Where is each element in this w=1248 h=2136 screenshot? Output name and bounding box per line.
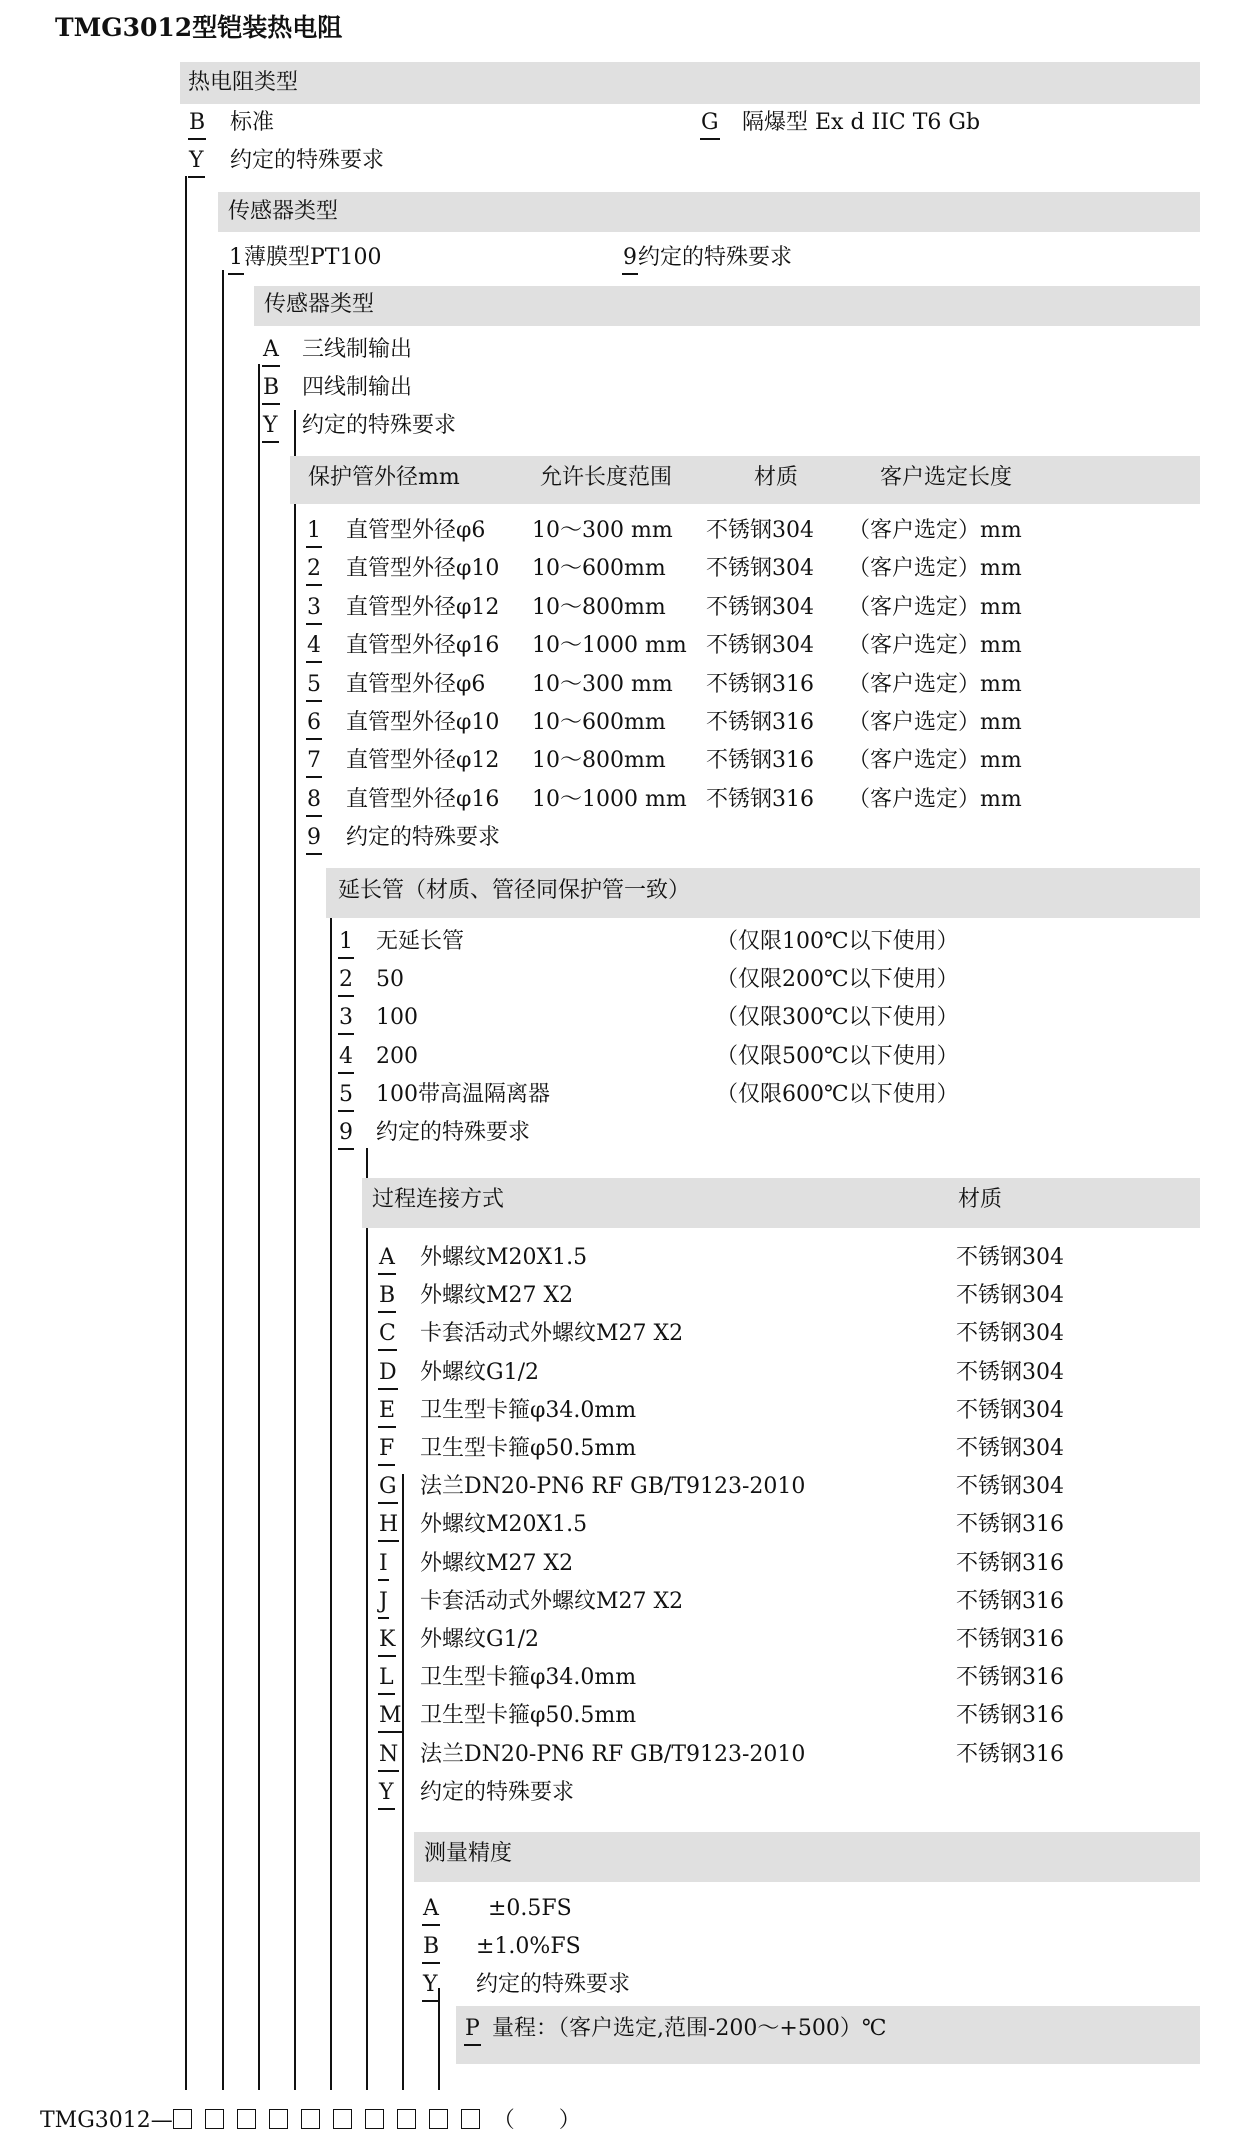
sensor-type-header: 传感器类型: [228, 199, 339, 224]
process-connection-header: 过程连接方式: [372, 1187, 505, 1212]
connection-label: 外螺纹M20X1.5: [420, 1512, 588, 1538]
option-label: 约定的特殊要求: [476, 1972, 631, 1997]
connection-label: 外螺纹G1/2: [420, 1359, 539, 1385]
option-label: 约定的特殊要求: [230, 148, 385, 173]
tube-material: 不锈钢316: [706, 748, 814, 774]
page-title: TMG3012型铠装热电阻: [55, 13, 343, 42]
tube-range: 10～300 mm: [532, 518, 673, 543]
code-letter: E: [378, 1396, 396, 1428]
tube-material: 不锈钢304: [706, 594, 814, 620]
tube-material: 不锈钢304: [706, 556, 814, 582]
code-letter: A: [378, 1243, 396, 1275]
option-label: 约定的特殊要求: [376, 1120, 531, 1145]
code-letter: G: [700, 108, 720, 140]
option-label: 三线制输出: [302, 337, 413, 362]
tube-diameter: 直管型外径φ10: [346, 710, 500, 735]
code-letter: B: [422, 1932, 440, 1964]
code-letter: D: [378, 1358, 398, 1390]
connection-label: 法兰DN20-PN6 RF GB/T9123-2010: [420, 1474, 806, 1500]
connection-label: 外螺纹M27 X2: [420, 1283, 574, 1309]
option-label: 约定的特殊要求: [346, 825, 501, 850]
code-letter: Y: [262, 411, 279, 443]
code-box: [429, 2109, 448, 2129]
code-letter: P: [464, 2014, 481, 2046]
code-letter: 8: [306, 785, 322, 817]
code-letter: G: [378, 1472, 398, 1504]
code-letter: B: [188, 108, 206, 140]
connection-material: 不锈钢304: [956, 1436, 1064, 1461]
column-header: 允许长度范围: [540, 465, 673, 490]
tube-material: 不锈钢316: [706, 671, 814, 697]
extension-label: 100带高温隔离器: [376, 1081, 550, 1107]
code-letter: 1: [228, 243, 244, 275]
code-letter: H: [378, 1510, 399, 1542]
tube-range: 10～800mm: [532, 594, 666, 620]
code-letter: I: [378, 1549, 389, 1581]
tube-range: 10～1000 mm: [532, 633, 687, 659]
code-letter: 4: [306, 631, 322, 663]
option-label: ±0.5FS: [488, 1896, 572, 1921]
tube-diameter: 直管型外径φ6: [346, 671, 486, 697]
bracket-line: [294, 410, 296, 2090]
connection-label: 外螺纹G1/2: [420, 1627, 539, 1652]
code-box: [301, 2109, 320, 2129]
tube-material: 不锈钢316: [706, 786, 814, 812]
tube-length: （客户选定）mm: [848, 710, 1022, 735]
tube-material: 不锈钢304: [706, 518, 814, 543]
code-box: [461, 2109, 480, 2129]
rtd-type-header: 热电阻类型: [188, 70, 299, 95]
code-letter: Y: [378, 1778, 395, 1810]
bracket-line: [330, 870, 332, 2090]
bracket-line: [438, 1988, 440, 2090]
option-label: 四线制输出: [302, 375, 413, 400]
code-letter: 9: [622, 243, 638, 275]
code-letter: 5: [338, 1080, 354, 1112]
tube-length: （客户选定）mm: [848, 633, 1022, 659]
connection-label: 外螺纹M20X1.5: [420, 1245, 588, 1270]
connection-material: 不锈钢304: [956, 1474, 1064, 1500]
code-letter: 5: [306, 670, 322, 702]
code-box: [269, 2109, 288, 2129]
connection-label: 卫生型卡箍φ50.5mm: [420, 1436, 637, 1461]
tube-length: （客户选定）mm: [848, 748, 1022, 774]
tube-diameter: 直管型外径φ16: [346, 786, 500, 812]
bracket-line: [402, 1474, 404, 2090]
code-letter: 1: [338, 927, 354, 959]
code-letter: C: [378, 1319, 397, 1351]
code-letter: F: [378, 1434, 395, 1466]
connection-label: 卡套活动式外螺纹M27 X2: [420, 1588, 684, 1614]
model-code: [40, 2106, 581, 2136]
connection-material: 不锈钢316: [956, 1588, 1064, 1614]
extension-note: （仅限100℃以下使用）: [716, 929, 959, 954]
tube-diameter: 直管型外径φ10: [346, 556, 500, 582]
option-label: ±1.0%FS: [476, 1934, 581, 1959]
material-header: 材质: [958, 1187, 1003, 1212]
tube-material: 不锈钢316: [706, 710, 814, 735]
accuracy-header: 测量精度: [424, 1841, 513, 1866]
tube-diameter: 直管型外径φ12: [346, 748, 500, 774]
code-letter: M: [378, 1701, 403, 1733]
tube-length: （客户选定）mm: [848, 518, 1022, 543]
option-label: 约定的特殊要求: [420, 1780, 575, 1805]
tube-length: （客户选定）mm: [848, 556, 1022, 582]
code-box: [333, 2109, 352, 2129]
tube-length: （客户选定）mm: [848, 594, 1022, 620]
code-box: [205, 2109, 224, 2129]
code-letter: 2: [338, 965, 354, 997]
connection-label: 外螺纹M27 X2: [420, 1550, 574, 1576]
rtd-type-header-band: [180, 62, 1200, 104]
accuracy-header-band: [414, 1832, 1200, 1882]
bracket-line: [185, 176, 187, 2090]
code-letter: J: [378, 1587, 389, 1619]
extension-label: 200: [376, 1043, 418, 1069]
extension-note: （仅限300℃以下使用）: [716, 1005, 959, 1031]
code-letter: Y: [422, 1970, 439, 2002]
bracket-line: [366, 1148, 368, 2090]
code-letter: Y: [188, 146, 205, 178]
code-letter: B: [378, 1281, 396, 1313]
bracket-line: [258, 364, 260, 2090]
tube-range: 10～300 mm: [532, 671, 673, 697]
connection-material: 不锈钢304: [956, 1245, 1064, 1270]
extension-note: （仅限200℃以下使用）: [716, 967, 959, 993]
code-letter: 2: [306, 554, 322, 586]
code-box: [365, 2109, 384, 2129]
connection-material: 不锈钢316: [956, 1512, 1064, 1538]
model-code-prefix: TMG3012—: [40, 2108, 173, 2133]
connection-material: 不锈钢316: [956, 1627, 1064, 1652]
extension-note: （仅限600℃以下使用）: [716, 1081, 959, 1107]
tube-range: 10～800mm: [532, 748, 666, 774]
range-label: 量程：（客户选定,范围-200～+500）℃: [492, 2016, 887, 2041]
tube-length: （客户选定）mm: [848, 786, 1022, 812]
column-header: 材质: [754, 465, 799, 490]
code-letter: 9: [338, 1118, 354, 1150]
code-box: [173, 2109, 192, 2129]
code-box: [237, 2109, 256, 2129]
model-code-suffix: （ ）: [492, 2108, 581, 2133]
column-header: 客户选定长度: [880, 465, 1013, 490]
code-letter: 4: [338, 1042, 354, 1074]
extension-header: 延长管（材质、管径同保护管一致）: [338, 878, 691, 903]
wiring-header: 传感器类型: [264, 292, 375, 317]
code-letter: B: [262, 373, 280, 405]
sensor-type-header-band: [218, 192, 1200, 232]
connection-material: 不锈钢316: [956, 1703, 1064, 1729]
tube-material: 不锈钢304: [706, 633, 814, 659]
extension-label: 100: [376, 1005, 418, 1031]
connection-label: 卡套活动式外螺纹M27 X2: [420, 1321, 684, 1347]
code-box: [397, 2109, 416, 2129]
code-letter: A: [262, 335, 280, 367]
option-label: 薄膜型PT100: [244, 245, 382, 270]
connection-material: 不锈钢316: [956, 1741, 1064, 1767]
connection-label: 卫生型卡箍φ34.0mm: [420, 1397, 637, 1423]
extension-label: 50: [376, 967, 404, 993]
column-header: 保护管外径mm: [308, 465, 460, 490]
wiring-header-band: [254, 286, 1200, 326]
code-letter: 6: [306, 708, 322, 740]
option-label: 约定的特殊要求: [302, 413, 457, 438]
code-letter: 3: [338, 1003, 354, 1035]
code-letter: N: [378, 1740, 399, 1772]
connection-material: 不锈钢316: [956, 1550, 1064, 1576]
tube-length: （客户选定）mm: [848, 671, 1022, 697]
tube-range: 10～600mm: [532, 556, 666, 582]
tube-diameter: 直管型外径φ16: [346, 633, 500, 659]
connection-material: 不锈钢304: [956, 1321, 1064, 1347]
option-label: 约定的特殊要求: [638, 245, 793, 270]
code-letter: 9: [306, 823, 322, 855]
extension-note: （仅限500℃以下使用）: [716, 1043, 959, 1069]
code-letter: 1: [306, 516, 322, 548]
code-letter: 7: [306, 746, 322, 778]
tube-diameter: 直管型外径φ6: [346, 518, 486, 543]
code-letter: L: [378, 1663, 395, 1695]
tube-range: 10～1000 mm: [532, 786, 687, 812]
code-letter: A: [422, 1894, 440, 1926]
tube-range: 10～600mm: [532, 710, 666, 735]
code-letter: 3: [306, 593, 322, 625]
connection-label: 卫生型卡箍φ34.0mm: [420, 1665, 637, 1691]
option-label: 隔爆型 Ex d IIC T6 Gb: [742, 110, 981, 135]
option-label: 标准: [230, 110, 275, 135]
connection-material: 不锈钢304: [956, 1359, 1064, 1385]
connection-material: 不锈钢304: [956, 1397, 1064, 1423]
extension-label: 无延长管: [376, 929, 465, 954]
bracket-line: [222, 270, 224, 2090]
connection-label: 法兰DN20-PN6 RF GB/T9123-2010: [420, 1741, 806, 1767]
connection-material: 不锈钢304: [956, 1283, 1064, 1309]
tube-diameter: 直管型外径φ12: [346, 594, 500, 620]
connection-label: 卫生型卡箍φ50.5mm: [420, 1703, 637, 1729]
connection-material: 不锈钢316: [956, 1665, 1064, 1691]
code-letter: K: [378, 1625, 396, 1657]
